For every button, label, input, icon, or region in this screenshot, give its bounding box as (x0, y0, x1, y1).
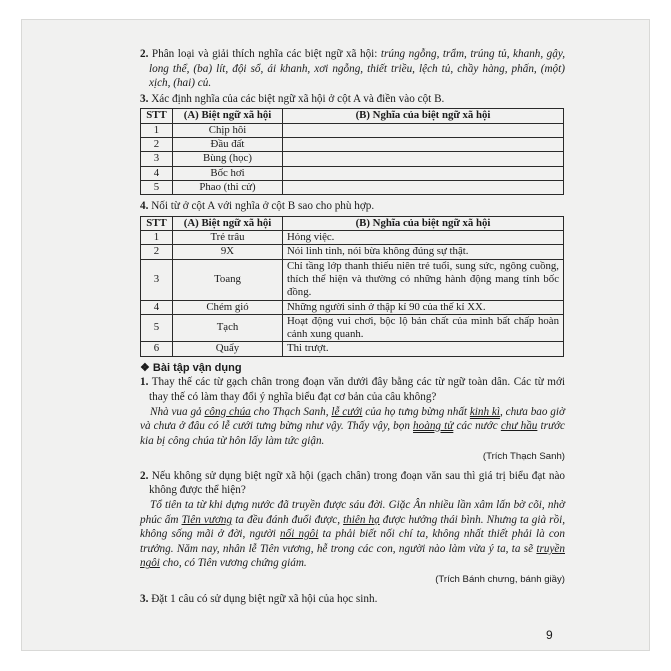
question-2-terms: trúng ngỗng, trẩm, trúng tủ, khanh, gậy, long thể, (ba) lít, đội sổ, ái khanh, xơi ngỗng, thiết triều, lệch tủ, chầy hàng, phấn, (một) xịch, (hai) củ. (149, 48, 566, 90)
cell-term: Chịp hôi (173, 123, 283, 137)
table-row (141, 245, 564, 259)
table-row (141, 300, 564, 314)
passage-text: các nước (453, 420, 501, 433)
cell-meaning: Hoạt động vui chơi, bộc lộ bản chất của mình bất chấp hoàn cảnh xung quanh. (283, 314, 564, 342)
cell-stt: 2 (141, 137, 173, 151)
exercise-2-passage (140, 498, 565, 571)
cell-stt: 4 (141, 300, 173, 314)
table-question-3 (140, 108, 564, 195)
table-row (141, 152, 564, 166)
cell-term: Bốc hơi (173, 166, 283, 180)
cell-term: Trẻ trâu (173, 231, 283, 245)
header-stt: STT (141, 109, 173, 123)
table-row (141, 231, 564, 245)
exercise-1-number: 1. (140, 376, 149, 389)
cell-meaning (283, 180, 564, 194)
underlined-term: nối ngôi (280, 528, 319, 541)
cell-term: Toang (173, 259, 283, 300)
cell-stt: 3 (141, 152, 173, 166)
header-col-a: (A) Biệt ngữ xã hội (173, 216, 283, 230)
cell-stt: 2 (141, 245, 173, 259)
cell-stt: 6 (141, 342, 173, 356)
passage-text: cho, có Tiên vương chứng giám. (159, 557, 307, 570)
underlined-term: kinh kì (469, 405, 500, 418)
cell-stt: 5 (141, 314, 173, 342)
cell-meaning: Những người sinh ở thập kỉ 90 của thế kỉ XX. (283, 300, 564, 314)
table-row (141, 259, 564, 300)
underlined-term: thiên hạ (343, 513, 380, 526)
header-col-b: (B) Nghĩa của biệt ngữ xã hội (283, 109, 564, 123)
cell-stt: 3 (141, 259, 173, 300)
cell-meaning: Thi trượt. (283, 342, 564, 356)
underlined-term: hoàng tử (413, 420, 454, 433)
cell-term: Quẩy (173, 342, 283, 356)
table-header-row (141, 216, 564, 230)
cell-meaning (283, 137, 564, 151)
cell-stt: 5 (141, 180, 173, 194)
cell-meaning: Chỉ tầng lớp thanh thiếu niên trẻ tuổi, sung sức, ngông cuồng, thích thể hiện và thường có những hành động mang tính bốc đồng. (283, 259, 564, 300)
table-question-4 (140, 216, 564, 357)
exercise-1-text: Thay thế các từ gạch chân trong đoạn văn dưới đây bằng các từ ngữ toàn dân. Các từ mới thay thế có làm thay đổi ý nghĩa biểu đạt cơ bản của câu không? (149, 376, 565, 403)
passage-text: ta đều đánh đuổi được, (232, 513, 344, 526)
question-2 (140, 47, 565, 91)
cell-meaning (283, 166, 564, 180)
cell-stt: 4 (141, 166, 173, 180)
exercise-2-number: 2. (140, 469, 149, 482)
exercise-1-source: (Trích Thạch Sanh) (482, 451, 565, 463)
header-stt: STT (141, 216, 173, 230)
question-2-text: Phân loại và giải thích nghĩa các biệt ngữ xã hội: (151, 48, 378, 60)
cell-term: Đầu đất (173, 137, 283, 151)
table-row (141, 166, 564, 180)
cell-stt: 1 (141, 231, 173, 245)
exercise-2-source: (Trích Bánh chưng, bánh giầy) (435, 574, 565, 586)
cell-term: Chém gió (173, 300, 283, 314)
table-header-row (141, 109, 564, 123)
cell-meaning (283, 123, 564, 137)
cell-stt: 1 (141, 123, 173, 137)
underlined-term: truyền ngôi (140, 542, 565, 570)
question-3-number: 3. (140, 92, 149, 105)
cell-meaning: Nói linh tinh, nói bừa không đúng sự thật. (283, 245, 564, 259)
exercise-2 (140, 469, 565, 498)
cell-meaning: Hỏng việc. (283, 231, 564, 245)
passage-text: Tổ tiên ta từ khi dựng nước đã truyền được sáu đời. Giặc Ân nhiều lần xâm lấn bờ cõi, nhờ phúc ấm (140, 499, 565, 526)
table-row (141, 180, 564, 194)
underlined-term: lễ cưới (331, 405, 363, 418)
table-row (141, 123, 564, 137)
question-3 (140, 92, 565, 107)
passage-text: được hưởng thái bình. Nhưng ta già rồi, không sống mãi ở đời, người (140, 513, 565, 541)
table-row (141, 137, 564, 151)
passage-text: trước kia bị công chúa từ hôn lấy làm tức giận. (140, 420, 566, 447)
cell-term: 9X (173, 245, 283, 259)
header-col-b: (B) Nghĩa của biệt ngữ xã hội (283, 216, 564, 230)
passage-text: cho Thạch Sanh, (250, 405, 332, 418)
book-page (22, 20, 649, 650)
question-4-text: Nối từ ở cột A với nghĩa ở cột B sao cho phù hợp. (151, 200, 375, 213)
exercise-2-text: Nếu không sử dụng biệt ngữ xã hội (gạch chân) trong đoạn văn sau thì giá trị biểu đạt nào không được thể hiện? (149, 469, 565, 497)
cell-meaning (283, 152, 564, 166)
exercise-1 (140, 375, 565, 404)
table-row (141, 342, 564, 356)
passage-text: ta phải biết nối chí ta, không nhất thiết phải là con trưởng. Năm nay, nhân lễ Tiên vương, hễ trong các con, người nào làm vừa ý ta, ta sẽ (140, 528, 565, 555)
exercise-1-passage (140, 405, 565, 449)
section-title: ❖ Bài tập vận dụng (140, 361, 242, 374)
underlined-term: Tiên vương (181, 513, 233, 526)
exercise-3-text: Đặt 1 câu có sử dụng biệt ngữ xã hội của học sinh. (151, 592, 378, 605)
cell-term: Bùng (học) (173, 152, 283, 166)
question-4 (140, 199, 565, 214)
cell-term: Phao (thi cử) (173, 180, 283, 194)
passage-text: Nhà vua gả (150, 405, 205, 418)
passage-text: của họ tưng bừng nhất (362, 405, 470, 418)
page-content (140, 47, 565, 606)
header-col-a: (A) Biệt ngữ xã hội (173, 109, 283, 123)
cell-term: Tạch (173, 314, 283, 342)
passage-text: , chưa bao giờ và chưa ở đâu có lễ cưới tưng bừng như vậy. Thấy vậy, bọn (140, 405, 565, 433)
question-4-number: 4. (140, 200, 149, 213)
table-row (141, 314, 564, 342)
exercise-3-number: 3. (140, 592, 149, 605)
question-3-text: Xác định nghĩa của các biệt ngữ xã hội ở cột A và điền vào cột B. (151, 92, 445, 105)
exercise-3 (140, 592, 565, 607)
underlined-term: chư hầu (500, 420, 538, 433)
question-2-number: 2. (140, 48, 149, 60)
page-number: 9 (546, 628, 553, 642)
underlined-term: công chúa (204, 405, 251, 418)
